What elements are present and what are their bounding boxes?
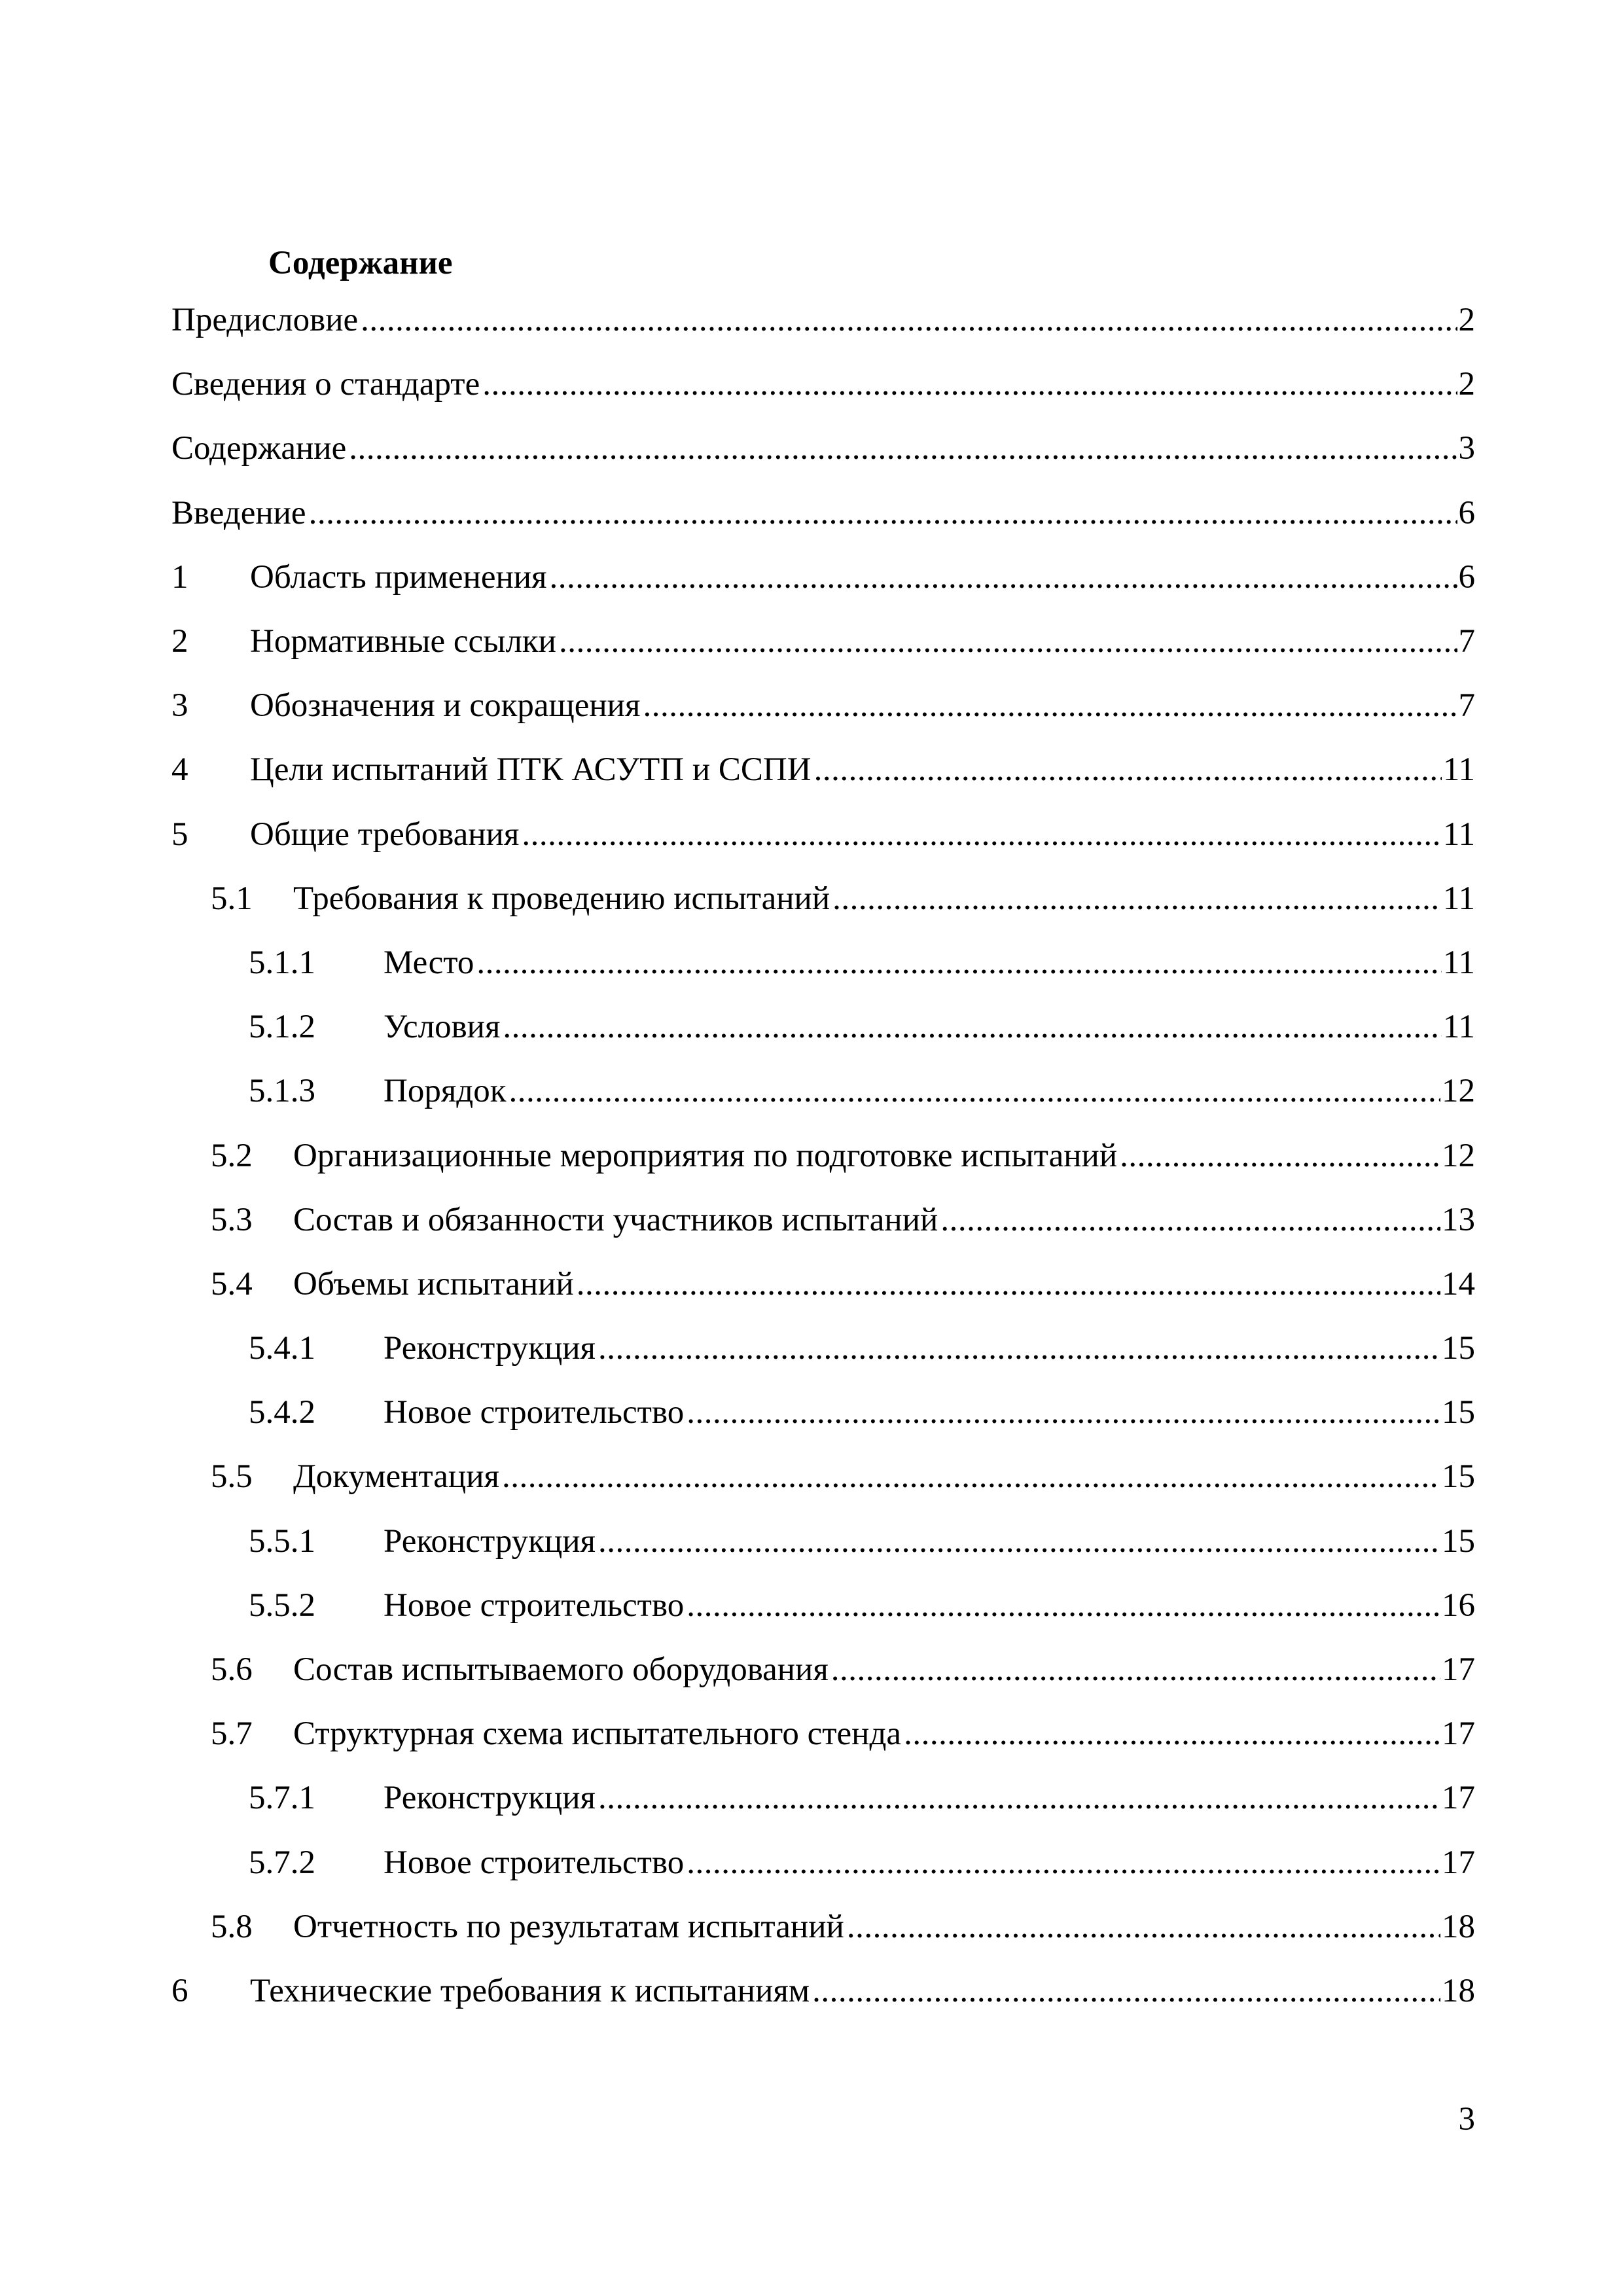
dot-leader [598,1329,1440,1368]
toc-entry-page: 15 [1442,1458,1475,1496]
toc-entry-label: Сведения о стандарте [171,366,480,403]
toc-entry-page: 15 [1442,1522,1475,1560]
dot-leader [814,750,1442,789]
toc-entry-number: 5.4 [211,1265,253,1302]
dot-leader [598,1778,1440,1818]
toc-entry-label: Реконструкция [383,1522,596,1560]
table-of-contents [171,288,1475,2023]
toc-entry[interactable] [171,352,1475,416]
toc-entry-number: 2 [171,623,188,660]
dot-leader [577,1265,1440,1304]
dot-leader [361,300,1457,340]
toc-entry-page: 17 [1442,1715,1475,1753]
dot-leader [309,493,1457,533]
toc-entry-page: 17 [1442,1844,1475,1881]
toc-entry-label: Порядок [383,1073,507,1110]
toc-entry-label: Место [383,944,474,981]
toc-entry[interactable] [171,416,1475,480]
toc-entry[interactable] [171,1509,1475,1573]
toc-entry[interactable] [171,1444,1475,1509]
toc-entry[interactable] [171,738,1475,802]
toc-entry-page: 11 [1442,944,1475,981]
toc-entry-label: Организационные мероприятия по подготовке испытаний [293,1137,1118,1174]
toc-entry-page: 16 [1442,1587,1475,1624]
dot-leader [482,365,1457,404]
toc-entry-label: Предисловие [171,302,359,339]
dot-leader [831,1650,1440,1689]
toc-entry-label: Нормативные ссылки [250,623,556,660]
toc-entry-number: 5.5.1 [249,1522,315,1560]
dot-leader [687,1586,1440,1625]
dot-leader [940,1200,1440,1240]
toc-entry-label: Обозначения и сокращения [250,687,641,725]
dot-leader [476,943,1442,982]
dot-leader [349,429,1457,468]
dot-leader [509,1071,1440,1111]
dot-leader [503,1007,1441,1047]
toc-entry[interactable] [171,867,1475,931]
toc-entry-number: 5 [171,816,188,853]
toc-entry[interactable] [171,1895,1475,1959]
toc-entry-page: 15 [1442,1330,1475,1367]
toc-entry-page: 6 [1458,558,1475,596]
dot-leader [812,1971,1440,2011]
toc-entry-number: 5.1.1 [249,944,315,981]
toc-entry-page: 3 [1458,430,1475,467]
toc-entry[interactable] [171,1573,1475,1638]
toc-entry[interactable] [171,288,1475,352]
toc-entry[interactable] [171,481,1475,545]
dot-leader [522,815,1442,854]
toc-entry-page: 2 [1458,366,1475,403]
dot-leader [1120,1136,1440,1175]
toc-entry-label: Структурная схема испытательного стенда [293,1715,902,1753]
page-number: 3 [1458,2101,1475,2138]
toc-entry-label: Цели испытаний ПТК АСУТП и ССПИ [250,751,812,789]
toc-entry-number: 1 [171,558,188,596]
toc-entry-page: 11 [1442,751,1475,789]
toc-entry-page: 6 [1458,494,1475,531]
toc-entry-page: 12 [1442,1137,1475,1174]
toc-entry[interactable] [171,1059,1475,1123]
dot-leader [559,622,1457,661]
toc-entry[interactable] [171,1959,1475,2023]
toc-entry-label: Область применения [250,558,547,596]
toc-entry-label: Новое строительство [383,1587,685,1624]
toc-entry[interactable] [171,1831,1475,1895]
toc-entry-page: 12 [1442,1073,1475,1110]
toc-entry-page: 7 [1458,687,1475,725]
dot-leader [502,1457,1440,1496]
toc-entry-label: Условия [383,1009,501,1046]
toc-entry[interactable] [171,995,1475,1059]
toc-entry-number: 5.6 [211,1651,253,1689]
toc-entry-label: Реконструкция [383,1780,596,1817]
toc-entry-number: 5.8 [211,1908,253,1945]
dot-leader [550,558,1457,597]
toc-entry[interactable] [171,1188,1475,1252]
toc-entry-page: 14 [1442,1265,1475,1302]
dot-leader [643,686,1457,725]
toc-entry-number: 5.1.2 [249,1009,315,1046]
toc-entry-number: 5.7.2 [249,1844,315,1881]
toc-entry-label: Реконструкция [383,1330,596,1367]
toc-entry[interactable] [171,609,1475,673]
toc-entry-label: Состав испытываемого оборудования [293,1651,829,1689]
toc-entry[interactable] [171,1638,1475,1702]
toc-entry-label: Новое строительство [383,1394,685,1431]
toc-entry-number: 5.5 [211,1458,253,1496]
toc-entry-page: 17 [1442,1651,1475,1689]
toc-entry-number: 5.7 [211,1715,253,1753]
toc-entry-page: 11 [1442,1009,1475,1046]
toc-entry-label: Отчетность по результатам испытаний [293,1908,844,1945]
toc-entry-number: 6 [171,1972,188,2009]
toc-entry-page: 17 [1442,1780,1475,1817]
toc-heading: Содержание [268,245,453,281]
toc-entry[interactable] [171,1316,1475,1380]
toc-entry-page: 7 [1458,623,1475,660]
toc-entry[interactable] [171,802,1475,867]
toc-entry-label: Состав и обязанности участников испытаний [293,1201,938,1238]
toc-entry[interactable] [171,931,1475,995]
toc-entry-page: 15 [1442,1394,1475,1431]
toc-entry-label: Требования к проведению испытаний [293,880,830,917]
toc-entry-number: 5.1 [211,880,253,917]
toc-entry-number: 5.3 [211,1201,253,1238]
toc-entry-label: Общие требования [250,816,520,853]
dot-leader [598,1522,1440,1561]
toc-entry-label: Введение [171,494,306,531]
toc-entry-page: 18 [1442,1972,1475,2009]
toc-entry[interactable] [171,1702,1475,1766]
dot-leader [847,1907,1440,1946]
toc-entry-label: Документация [293,1458,499,1496]
toc-entry-number: 5.7.1 [249,1780,315,1817]
toc-entry[interactable] [171,545,1475,609]
dot-leader [832,879,1442,918]
toc-entry-page: 18 [1442,1908,1475,1945]
toc-entry-page: 11 [1442,816,1475,853]
toc-entry-number: 4 [171,751,188,789]
dot-leader [904,1714,1440,1753]
toc-entry[interactable] [171,1766,1475,1830]
toc-entry-number: 5.4.1 [249,1330,315,1367]
dot-leader [687,1843,1440,1882]
toc-entry-number: 3 [171,687,188,725]
toc-entry-page: 2 [1458,302,1475,339]
toc-entry-number: 5.4.2 [249,1394,315,1431]
toc-entry[interactable] [171,673,1475,738]
toc-entry-number: 5.5.2 [249,1587,315,1624]
toc-entry-label: Технические требования к испытаниям [250,1972,810,2009]
toc-entry-label: Новое строительство [383,1844,685,1881]
toc-entry[interactable] [171,1123,1475,1187]
toc-entry[interactable] [171,1380,1475,1444]
toc-entry-number: 5.1.3 [249,1073,315,1110]
toc-entry-page: 11 [1442,880,1475,917]
toc-entry-label: Содержание [171,430,347,467]
toc-entry[interactable] [171,1252,1475,1316]
toc-entry-label: Объемы испытаний [293,1265,574,1302]
toc-entry-page: 13 [1442,1201,1475,1238]
dot-leader [687,1393,1440,1432]
toc-entry-number: 5.2 [211,1137,253,1174]
